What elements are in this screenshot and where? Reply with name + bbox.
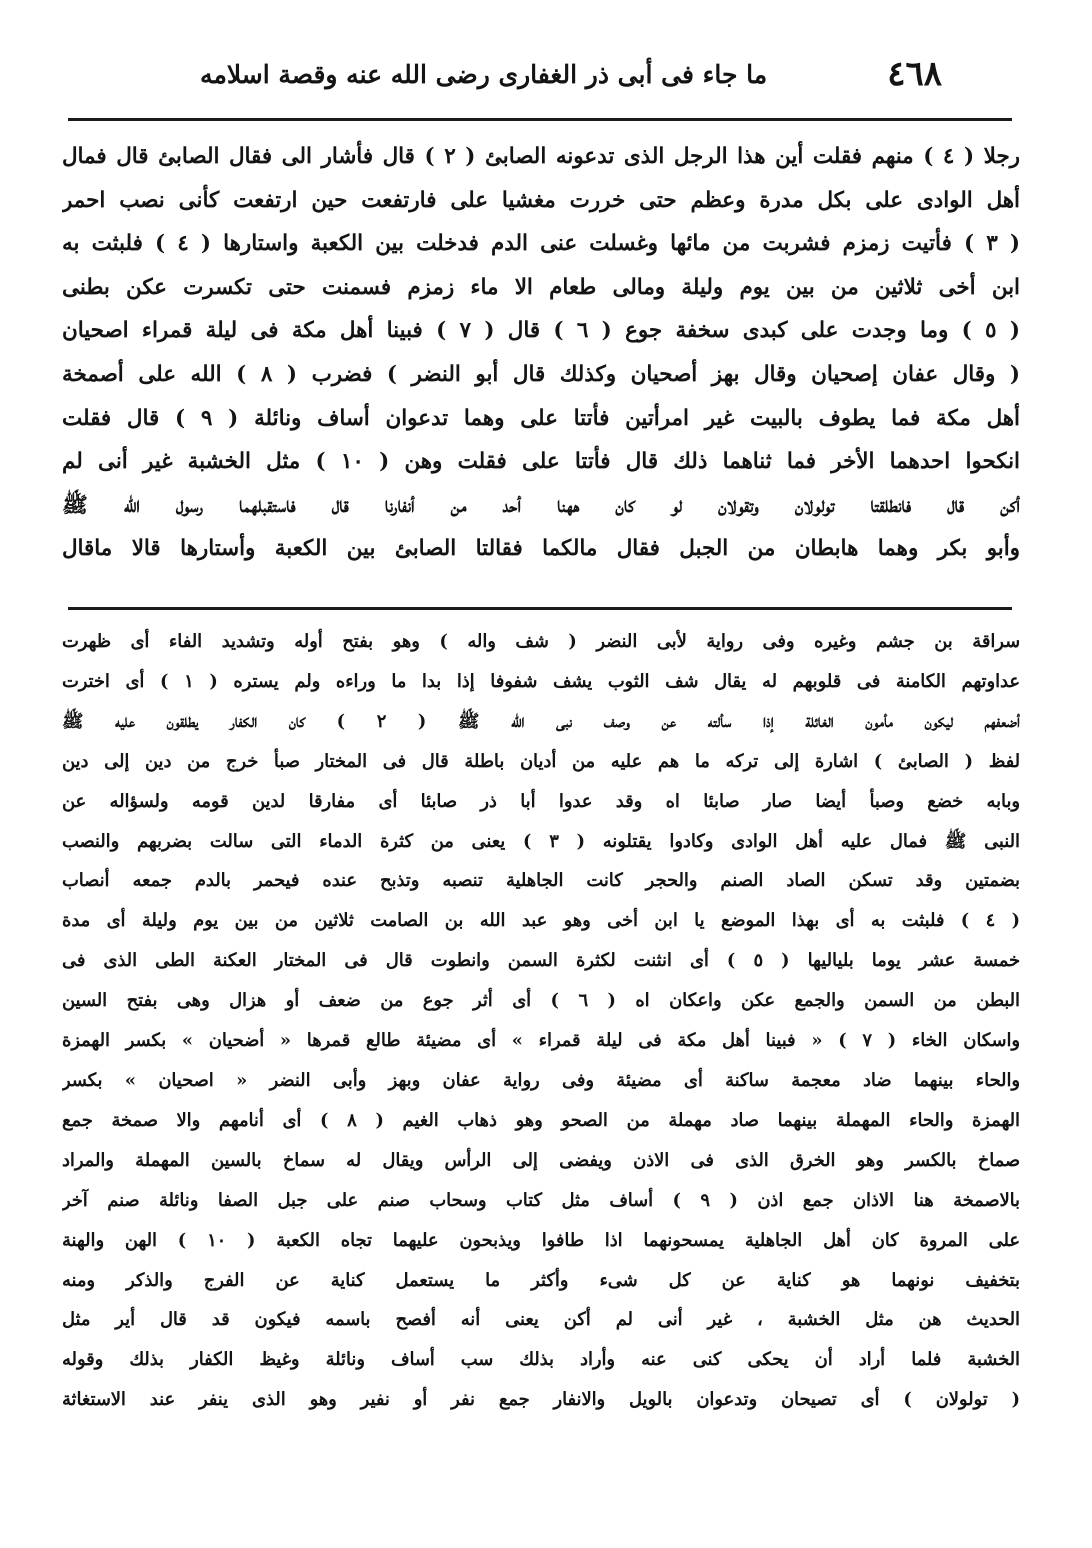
footnote-line: بالاصمخة هنا الاذان جمع اذن ( ٩ ) أساف مثل كتاب وسحاب صنم على جبل الصفا ونائلة صنم آخر: [62, 1189, 1020, 1211]
footnote-line: خمسة عشر يوما بلياليها ( ٥ ) أى انثنت لكثرة السمن وانطوت قال فى المختار العكنة الطى الذى فى: [62, 950, 1020, 972]
footnote-line: واسكان الخاء ( ٧ ) « فبينا أهل مكة فى ليلة قمراء » أى مضيئة طالع قمرها « أضحيان » بكسر الهمزة: [62, 1030, 1020, 1052]
footnotes: [62, 622, 1020, 1420]
page-number: ٤٦٨: [887, 54, 942, 94]
footnote-line: الخشبة فلما أراد أن يحكى كنى عنه وأراد بذلك سب أساف ونائلة وغيظ الكفار بذلك وقوله: [62, 1349, 1020, 1371]
footnote-line: عداوتهم الكامنة فى قلوبهم له يقال شف الثوب يشف شفوفا إذا بدا ما وراءه ولم يستره ( ١ ) أى اخترت: [62, 670, 1020, 692]
main-text-line: ( ٣ ) فأتيت زمزم فشربت من مائها وغسلت عنى الدم فدخلت بين الكعبة واستارها ( ٤ ) فلبثت به: [62, 231, 1020, 257]
footnote-line: بتخفيف نونهما هو كناية عن كل شىء وأكثر ما يستعمل كناية عن الفرج والذكر ومنه: [62, 1269, 1020, 1291]
main-text-line: أكن قال فانطلقتا تولولان وتقولان لو كان ههنا أحد من أنفارنا قال فاستقبلهما رسول الله ﷺ: [62, 492, 1020, 518]
footnote-divider: [68, 607, 1012, 610]
footnote-line: البطن من السمن والجمع عكن واعكان اه ( ٦ ) أى أثر جوع من ضعف أو هزال وهى بفتح السين: [62, 990, 1020, 1012]
main-text-line: ابن أخى ثلاثين من بين يوم وليلة ومالى طعام الا ماء زمزم فسمنت حتى تكسرت عكن بطنى: [62, 274, 1020, 300]
footnote-line: النبى ﷺ فمال عليه أهل الوادى وكادوا يقتلونه ( ٣ ) يعنى من كثرة الدماء التى سالت بضربهم والنصب: [62, 830, 1020, 852]
footnote-line: أضعفهم ليكون مأمون الغائلة إذا سألته عن وصف نبى الله ﷺ ( ٢ ) كان الكفار يطلقون عليه ﷺ: [62, 710, 1020, 732]
page-header: [80, 44, 942, 104]
main-text-line: وأبو بكر وهما هابطان من الجبل فقال مالكما فقالتا الصابئ بين الكعبة وأستارها قالا ماقال: [62, 536, 1020, 562]
main-text-line: أهل مكة فما يطوف بالبيت غير امرأتين فأتتا على وهما تدعوان أساف ونائلة ( ٩ ) قال فقلت: [62, 405, 1020, 431]
footnote-line: صماخ بالكسر وهو الخرق الذى فى الاذن ويفضى إلى الرأس ويقال له سماخ بالسين المهملة والمراد: [62, 1149, 1020, 1171]
footnote-line: والحاء بينهما ضاد معجمة ساكنة أى مضيئة وفى رواية عفان وبهز وأبى النضر « اصحيان » بكسر: [62, 1069, 1020, 1091]
main-text-line: انكحوا احدهما الأخر فما ثناهما ذلك قال فأتتا على فقلت وهن ( ١٠ ) مثل الخشبة غير أنى لم: [62, 449, 1020, 475]
footnote-line: ( تولولان ) أى تصيحان وتدعوان بالويل والانفار جمع نفر أو نفير وهو الذى ينفر عند الاستغاثة: [62, 1389, 1020, 1411]
footnote-line: على المروة كان أهل الجاهلية يمسحونهما اذا طافوا ويذبحون عليهما تجاه الكعبة ( ١٠ ) الهن والهنة: [62, 1229, 1020, 1251]
running-title: ما جاء فى أبى ذر الغفارى رضى الله عنه وقصة اسلامه: [200, 59, 768, 89]
main-text-line: ( ٥ ) وما وجدت على كبدى سخفة جوع ( ٦ ) قال ( ٧ ) فبينا أهل مكة فى ليلة قمراء اصحيان: [62, 318, 1020, 344]
main-text-line: رجلا ( ٤ ) منهم فقلت أين هذا الرجل الذى تدعونه الصابئ ( ٢ ) قال فأشار الى فقال الصابئ قال فمال: [62, 144, 1020, 169]
footnote-line: سراقة بن جشم وغيره وفى رواية لأبى النضر ( شف واله ) وهو بفتح أوله وتشديد الفاء أى ظهرت: [62, 631, 1020, 652]
header-divider: [68, 118, 1012, 121]
footnote-line: بضمتين وقد تسكن الصاد الصنم والحجر كانت الجاهلية تنصبه وتذبح عنده فيحمر بالدم جمعه أنصاب: [62, 870, 1020, 892]
footnote-line: الحديث هن مثل الخشبة ، غير أنى لم أكن يعنى أنه أفصح باسمه فيكون قد قال أير مثل: [62, 1309, 1020, 1331]
main-text: [62, 135, 1020, 571]
footnote-line: الهمزة والحاء المهملة بينهما صاد مهملة من الصحو وهو ذهاب الغيم ( ٨ ) أى أنامهم والا صمخة جمع: [62, 1109, 1020, 1131]
main-text-line: أهل الوادى على بكل مدرة وعظم حتى خررت مغشيا على فارتفعت حين ارتفعت كأنى نصب احمر: [62, 187, 1020, 213]
footnote-line: لفظ ( الصابئ ) اشارة إلى تركه ما هم عليه من أديان باطلة قال فى المختار صبأ خرج من دين إلى دين: [62, 750, 1020, 772]
footnote-line: ( ٤ ) فلبثت به أى بهذا الموضع يا ابن أخى وهو عبد الله بن الصامت ثلاثين من بين يوم وليلة أى مدة: [62, 910, 1020, 932]
main-text-line: ( وقال عفان إصحيان وقال بهز أصحيان وكذلك قال أبو النضر ) فضرب ( ٨ ) الله على أصمخة: [62, 361, 1020, 387]
footnote-line: وبابه خضع وصبأ أيضا صار صابئا اه وقد عدوا أبا ذر صابئا أى مفارقا لدين قومه ولسؤاله عن: [62, 790, 1020, 812]
